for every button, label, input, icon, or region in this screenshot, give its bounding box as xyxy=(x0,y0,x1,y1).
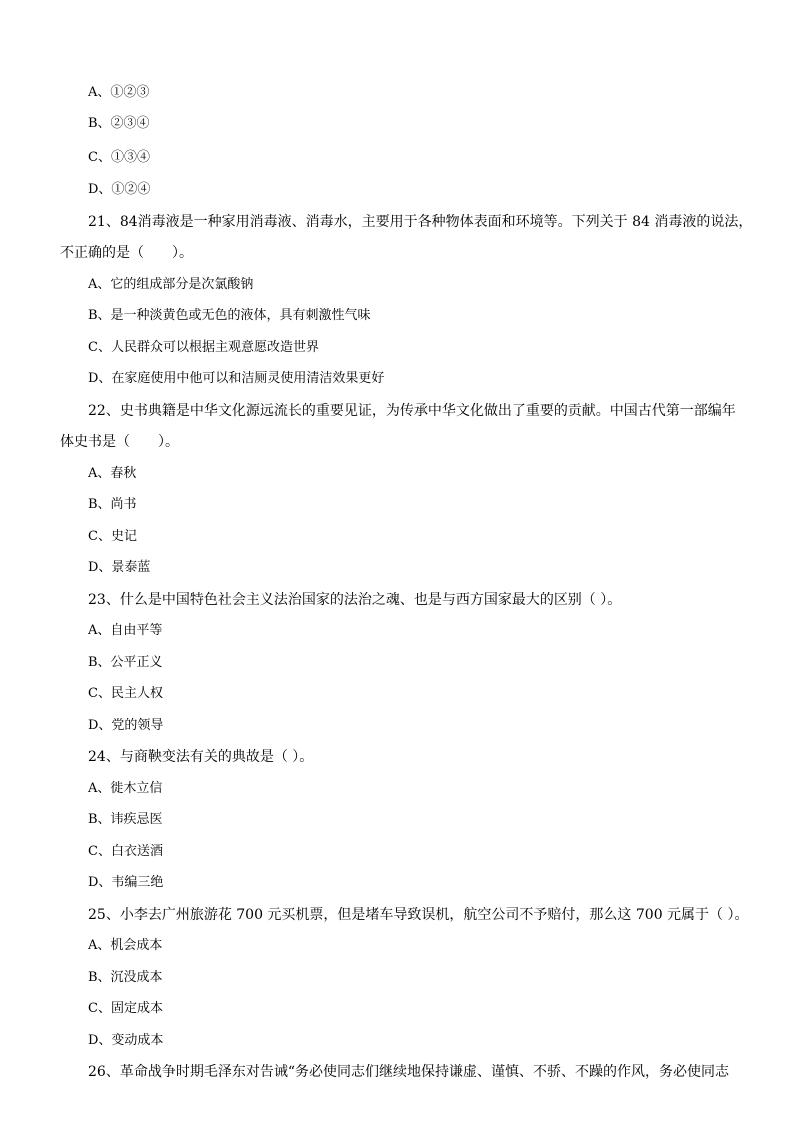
option-c: C、①③④ xyxy=(88,150,150,165)
option-d: D、①②④ xyxy=(88,182,151,197)
question-24-option-b: B、讳疾忌医 xyxy=(88,812,163,827)
question-22-option-d: D、景泰蓝 xyxy=(88,560,151,575)
question-21-option-b: B、是一种淡黄色或无色的液体，具有刺激性气味 xyxy=(88,308,371,323)
question-23-option-c: C、民主人权 xyxy=(88,686,163,701)
question-25-stem: 25、小李去广州旅游花 700 元买机票，但是堵车导致误机，航空公司不予赔付，那么这 700 元属于（ ）。 xyxy=(88,907,749,923)
question-24-option-d: D、韦编三绝 xyxy=(88,875,164,890)
question-24-stem: 24、与商鞅变法有关的典故是（ ）。 xyxy=(88,749,314,765)
question-25-option-d: D、变动成本 xyxy=(88,1033,164,1048)
question-25-option-b: B、沉没成本 xyxy=(88,970,163,985)
question-24-option-c: C、白衣送酒 xyxy=(88,844,163,859)
option-a: A、①②③ xyxy=(88,85,150,100)
question-26-stem: 26、革命战争时期毛泽东对告诫“务必使同志们继续地保持谦虚、谨慎、不骄、不躁的作风，务必使同志 xyxy=(88,1064,729,1080)
option-b: B、②③④ xyxy=(88,116,150,131)
question-23-option-a: A、自由平等 xyxy=(88,623,163,638)
question-21-option-a: A、它的组成部分是次氯酸钠 xyxy=(88,277,254,292)
question-25-option-c: C、固定成本 xyxy=(88,1001,163,1016)
question-21-stem-cont: 不正确的是（ ）。 xyxy=(60,245,193,261)
question-21-option-c: C、人民群众可以根据主观意愿改造世界 xyxy=(88,340,319,355)
question-23-option-b: B、公平正义 xyxy=(88,655,163,670)
question-22-option-a: A、春秋 xyxy=(88,466,137,481)
question-22-stem: 22、史书典籍是中华文化源远流长的重要见证，为传承中华文化做出了重要的贡献。中国古代第一部编年 xyxy=(88,403,736,419)
question-22-stem-cont: 体史书是（ ）。 xyxy=(60,434,179,450)
question-25-option-a: A、机会成本 xyxy=(88,938,163,953)
question-21-stem: 21、84消毒液是一种家用消毒液、消毒水，主要用于各种物体表面和环境等。下列关于 84 消毒液的说法， xyxy=(88,214,753,230)
question-22-option-c: C、史记 xyxy=(88,529,137,544)
question-23-option-d: D、党的领导 xyxy=(88,718,164,733)
question-21-option-d: D、在家庭使用中他可以和洁厕灵使用清洁效果更好 xyxy=(88,371,385,386)
question-23-stem: 23、什么是中国特色社会主义法治国家的法治之魂、也是与西方国家最大的区别（ ）。 xyxy=(88,592,622,608)
question-24-option-a: A、徙木立信 xyxy=(88,781,163,796)
question-22-option-b: B、尚书 xyxy=(88,497,137,512)
